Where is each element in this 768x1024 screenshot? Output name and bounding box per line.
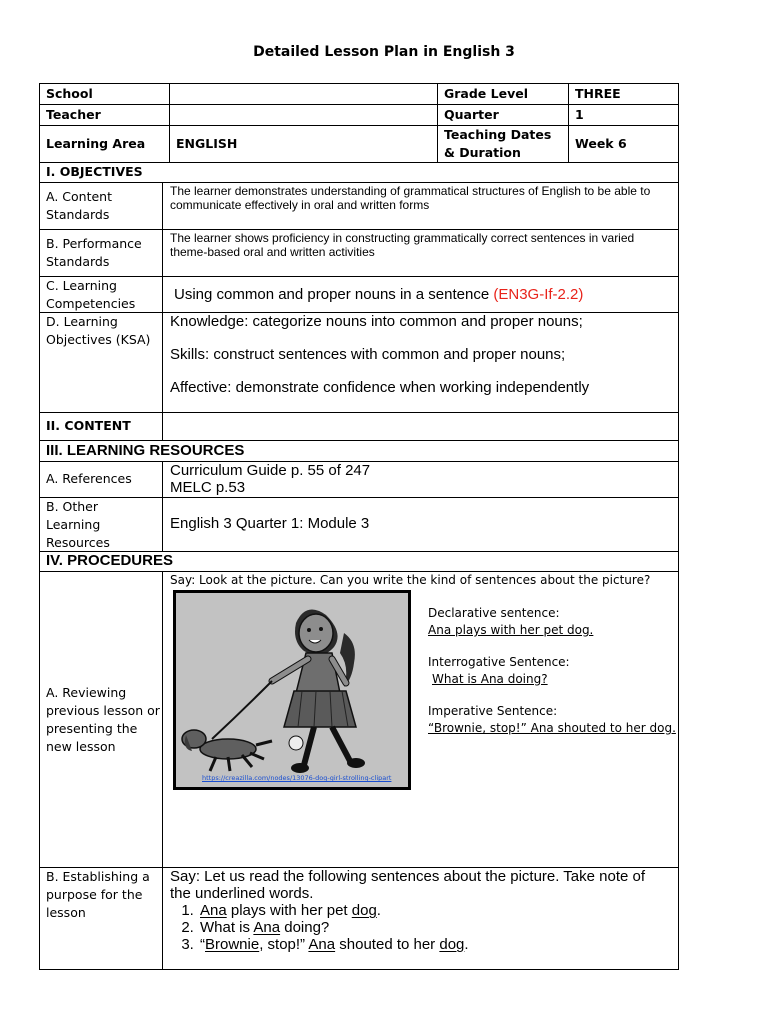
procedures-heading: IV. PROCEDURES <box>46 552 173 569</box>
procedure-b-say: Say: Let us read the following sentences about the picture. Take note of the underlined words. <box>170 868 646 902</box>
list-item: 1. Ana plays with her pet dog. <box>198 902 670 919</box>
procedure-a-label: A. Reviewing previous lesson or presenting the new lesson <box>46 685 160 754</box>
list-item: 3. “Brownie, stop!” Ana shouted to her dog. <box>198 936 670 953</box>
performance-standards-text: The learner shows proficiency in constructing grammatically correct sentences in varied theme-based oral and written activities <box>170 231 635 259</box>
resources-heading: III. LEARNING RESOURCES <box>46 442 245 459</box>
competencies-label: C. Learning Competencies <box>46 278 136 311</box>
teaching-dates-label: Teaching Dates & Duration <box>444 127 552 160</box>
content-standards-label: A. Content Standards <box>46 189 112 222</box>
imperative-label: Imperative Sentence: <box>428 704 558 718</box>
objectives-heading: I. OBJECTIVES <box>46 164 143 179</box>
list-item: 2. What is Ana doing? <box>198 919 670 936</box>
learning-area-value: ENGLISH <box>176 136 238 151</box>
procedure-b-label: B. Establishing a purpose for the lesson <box>46 869 150 920</box>
sentence-list <box>170 902 670 953</box>
references-label: A. References <box>46 471 132 486</box>
interrogative-label: Interrogative Sentence: <box>428 655 570 669</box>
quarter-label: Quarter <box>444 107 499 122</box>
affective-text: Affective: demonstrate confidence when working independently <box>170 379 590 396</box>
competencies-code: (EN3G-If-2.2) <box>493 286 584 303</box>
girl-walking-dog-picture <box>173 590 411 790</box>
school-label: School <box>46 86 93 101</box>
ksa-label: D. Learning Objectives (KSA) <box>46 314 151 347</box>
teaching-dates-value: Week 6 <box>575 136 627 151</box>
declarative-label: Declarative sentence: <box>428 606 560 620</box>
quarter-value: 1 <box>575 107 584 122</box>
grade-level-value: THREE <box>575 86 621 101</box>
skills-text: Skills: construct sentences with common and proper nouns; <box>170 346 566 363</box>
competencies-text: Using common and proper nouns in a sentence <box>174 286 490 303</box>
references-line2: MELC p.53 <box>170 479 246 496</box>
competencies-row <box>174 286 583 303</box>
document-title: Detailed Lesson Plan in English 3 <box>253 44 515 60</box>
declarative-text: Ana plays with her pet dog. <box>428 623 594 637</box>
grade-level-label: Grade Level <box>444 86 528 101</box>
other-resources-label: B. Other Learning Resources <box>46 499 110 550</box>
other-resources-text: English 3 Quarter 1: Module 3 <box>170 515 370 532</box>
girl-dog-illustration <box>176 593 408 787</box>
knowledge-text: Knowledge: categorize nouns into common and proper nouns; <box>170 313 583 330</box>
content-heading: II. CONTENT <box>46 418 131 433</box>
procedure-a-say: Say: Look at the picture. Can you write the kind of sentences about the picture? <box>170 573 651 587</box>
content-standards-text: The learner demonstrates understanding of grammatical structures of English to be able to communicate effectively in oral and written forms <box>170 184 651 212</box>
teacher-label: Teacher <box>46 107 101 122</box>
references-line1: Curriculum Guide p. 55 of 247 <box>170 462 371 479</box>
performance-standards-label: B. Performance Standards <box>46 236 142 269</box>
interrogative-text: What is Ana doing? <box>432 672 548 686</box>
image-source-link[interactable]: https://creazilla.com/nodes/13076-dog-girl-strolling-clipart <box>202 774 392 782</box>
imperative-text: “Brownie, stop!” Ana shouted to her dog. <box>428 721 676 735</box>
learning-area-label: Learning Area <box>46 136 146 151</box>
